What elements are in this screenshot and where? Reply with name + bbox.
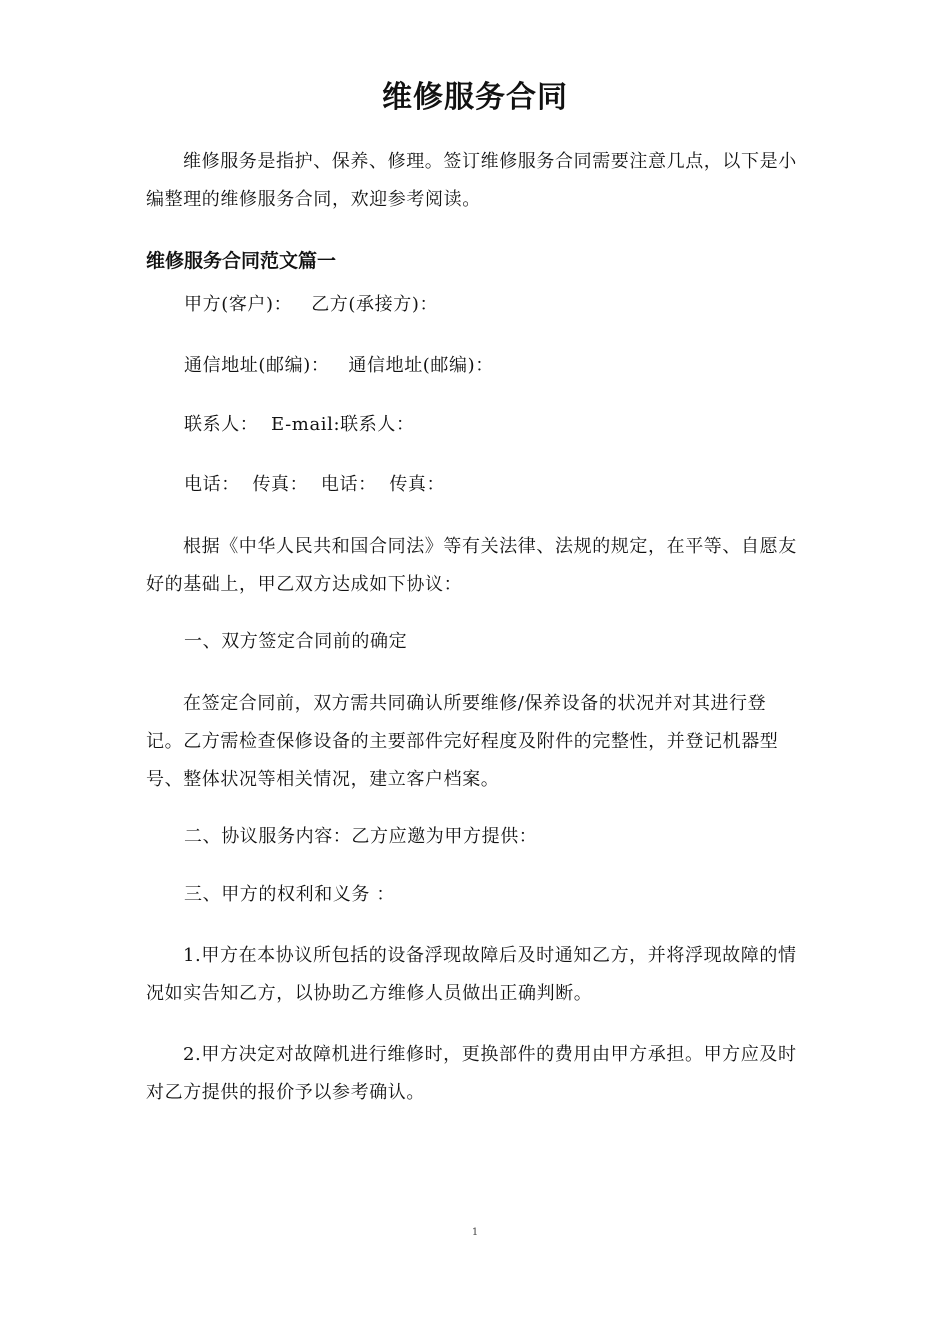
clause-2-title: 二、协议服务内容：乙方应邀为甲方提供：	[184, 826, 538, 847]
intro-paragraph: 维修服务是指护、保养、修理。签订维修服务合同需要注意几点，以下是小编整理的维修服务合同，欢迎参考阅读。	[146, 151, 797, 210]
contact-line: 联系人： E-mail:联系人：	[184, 414, 415, 435]
section-heading: 维修服务合同范文篇一	[146, 250, 337, 272]
party-line: 甲方(客户)： 乙方(承接方)：	[184, 294, 439, 315]
clause-3-title: 三、甲方的权利和义务 ：	[184, 884, 395, 905]
basis-paragraph: 根据《中华人民共和国合同法》等有关法律、法规的规定，在平等、自愿友好的基础上，甲乙双方达成如下协议：	[146, 536, 797, 595]
clause-3-item-2: 2.甲方决定对故障机进行维修时，更换部件的费用由甲方承担。甲方应及时对乙方提供的报价予以参考确认。	[146, 1044, 797, 1103]
clause-1-title: 一、双方签定合同前的确定	[184, 631, 408, 652]
clause-3-item-1: 1.甲方在本协议所包括的设备浮现故障后及时通知乙方，并将浮现故障的情况如实告知乙方，以协助乙方维修人员做出正确判断。	[146, 945, 797, 1004]
address-line: 通信地址(邮编)： 通信地址(邮编)：	[184, 355, 494, 376]
document-title: 维修服务合同	[382, 80, 568, 115]
clause-1-body: 在签定合同前，双方需共同确认所要维修/保养设备的状况并对其进行登记。乙方需检查保修设备的主要部件完好程度及附件的完整性，并登记机器型号、整体状况等相关情况，建立客户档案。	[146, 693, 779, 790]
page-number: 1	[471, 1227, 479, 1238]
phone-line: 电话： 传真： 电话： 传真：	[184, 474, 446, 495]
